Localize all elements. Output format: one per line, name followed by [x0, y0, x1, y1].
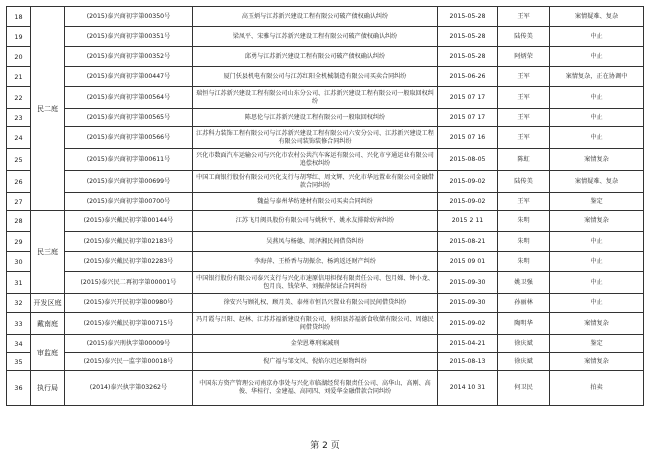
case-parties: 厦门仸县机电有限公司与江苏红阳全机械制造有限公司买卖合同纠纷 [193, 67, 438, 87]
table-row [7, 67, 644, 87]
case-number: (2015)泰兴商初字第00351号 [65, 27, 193, 47]
case-parties: 魏益与泰州华纺建材有限公司买卖合同纠纷 [193, 193, 438, 211]
filing-date: 2015 2 11 [438, 211, 498, 232]
case-number: (2015)泰兴开民初字第00980号 [65, 294, 193, 313]
case-number: (2015)泰兴商初字第00611号 [65, 149, 193, 171]
judge-name: 徐庆斌 [498, 353, 550, 371]
case-parties: 中国银行股份有限公司泰兴支行与兴化市速原信用担保有限责任公司、包月娣、钟小龙、包月良、钱荣华、刘振萍保证合同纠纷 [193, 272, 438, 294]
table-row [7, 353, 644, 371]
table-row [7, 272, 644, 294]
case-number: (2015)泰兴刑执字第00009号 [65, 335, 193, 353]
case-parties: 陈思伦与江苏新兴建设工程有限公司一般取回权纠纷 [193, 109, 438, 127]
case-parties: 兴化市数面汽车运输公司与兴化市农村公共汽车客运有限公司、兴化市亨通运业有限公司追偿权纠纷 [193, 149, 438, 171]
judge-name: 王军 [498, 193, 550, 211]
filing-date: 2015 07 16 [438, 127, 498, 149]
judge-name: 朱明 [498, 232, 550, 252]
table-row [7, 232, 644, 252]
row-number: 35 [7, 353, 31, 371]
judge-name: 王军 [498, 127, 550, 149]
page-number: 第 2 页 [310, 441, 340, 451]
case-parties: 江苏飞月阀具股份有限公司与姚秋平、姚永友排除妨害纠纷 [193, 211, 438, 232]
case-number: (2015)泰兴商初字第00565号 [65, 109, 193, 127]
extension-reason: 中止 [550, 109, 644, 127]
filing-date: 2015 09 01 [438, 252, 498, 272]
judge-name: 王军 [498, 109, 550, 127]
case-parties: 金荣恩尊刑案减刑 [193, 335, 438, 353]
case-number: (2015)泰兴商初字第00447号 [65, 67, 193, 87]
filing-date: 2015-06-26 [438, 67, 498, 87]
row-number: 30 [7, 252, 31, 272]
court-division: 执行局 [31, 371, 65, 406]
table-row [7, 193, 644, 211]
judge-name: 王军 [498, 67, 550, 87]
filing-date: 2015 07 17 [438, 87, 498, 109]
judge-name: 朱明 [498, 252, 550, 272]
case-number: (2015)泰兴民二再初字第00001号 [65, 272, 193, 294]
table-row [7, 109, 644, 127]
filing-date: 2015-09-02 [438, 171, 498, 193]
row-number: 19 [7, 27, 31, 47]
court-division: 民三庭 [31, 211, 65, 294]
case-parties: 吴燕凤与杨德、周泽湘民间借贷纠纷 [193, 232, 438, 252]
extension-reason: 鉴定 [550, 193, 644, 211]
table-row [7, 87, 644, 109]
judge-name: 徐庆斌 [498, 335, 550, 353]
judge-name: 陈虹 [498, 149, 550, 171]
case-number: (2015)泰兴商初字第00564号 [65, 87, 193, 109]
case-parties: 中国工商银行股份有限公司兴化支行与胡琴红、周文辉、兴化市华远置业有限公司金融借款合同纠纷 [193, 171, 438, 193]
extension-reason: 案情疑难、复杂 [550, 171, 644, 193]
case-parties: 瑞恒与江苏新兴建设工程有限公司山东分公司、江苏新兴建设工程有限公司一般取回权纠纷 [193, 87, 438, 109]
judge-name: 陆传美 [498, 27, 550, 47]
table-row [7, 371, 644, 406]
extension-reason: 中止 [550, 232, 644, 252]
court-division: 民二庭 [31, 7, 65, 211]
case-parties: 高玉炳与江苏新兴建设工程有限公司破产债权确认纠纷 [193, 7, 438, 27]
table-row [7, 7, 644, 27]
extension-reason: 中止 [550, 272, 644, 294]
case-number: (2014)泰兴执字第03262号 [65, 371, 193, 406]
extension-reason: 中止 [550, 47, 644, 67]
judge-name: 陶明华 [498, 313, 550, 335]
case-number: (2015)泰兴商初字第00352号 [65, 47, 193, 67]
table-row [7, 211, 644, 232]
extension-reason: 案情复杂 [550, 211, 644, 232]
extension-reason: 中止 [550, 27, 644, 47]
case-number: (2015)泰兴戴民初字第02183号 [65, 232, 193, 252]
case-number: (2015)泰兴商初字第00566号 [65, 127, 193, 149]
table-row [7, 27, 644, 47]
extension-reason: 案情复杂 [550, 149, 644, 171]
case-parties: 徐安兴与顾礼权、顾月美、泰州市恒昌兴置业有限公司民间借贷纠纷 [193, 294, 438, 313]
row-number: 23 [7, 109, 31, 127]
judge-name: 王军 [498, 7, 550, 27]
case-parties: 邱勇与江苏新兴建设工程有限公司破产债权确认纠纷 [193, 47, 438, 67]
judge-name: 阿炳荣 [498, 47, 550, 67]
filing-date: 2015-05-28 [438, 7, 498, 27]
filing-date: 2015-08-13 [438, 353, 498, 371]
judge-name: 姚卫强 [498, 272, 550, 294]
row-number: 21 [7, 67, 31, 87]
row-number: 29 [7, 232, 31, 252]
filing-date: 2015-05-28 [438, 27, 498, 47]
extension-reason: 中止 [550, 252, 644, 272]
row-number: 22 [7, 87, 31, 109]
extension-reason: 案情疑难、复杂 [550, 7, 644, 27]
table-row [7, 149, 644, 171]
extension-reason: 中止 [550, 127, 644, 149]
row-number: 28 [7, 211, 31, 232]
filing-date: 2015-08-21 [438, 232, 498, 252]
case-number: (2015)泰兴商初字第00700号 [65, 193, 193, 211]
case-parties: 李海萍、王桥香与胡振余、杨鸿返还财产纠纷 [193, 252, 438, 272]
case-parties: 冯月霞与吕阳、赵林、江苏苏福新建设有限公司、射阳县苏福新食收储有限公司、周德民间借贷纠纷 [193, 313, 438, 335]
judge-name: 陆传美 [498, 171, 550, 193]
extension-reason: 拍卖 [550, 371, 644, 406]
filing-date: 2015 07 17 [438, 109, 498, 127]
case-number: (2015)泰兴商初字第00699号 [65, 171, 193, 193]
court-division: 审监庭 [31, 335, 65, 371]
filing-date: 2015-09-02 [438, 193, 498, 211]
filing-date: 2015-09-30 [438, 272, 498, 294]
case-parties: 倪广福与邹文风、倪焰尔迟还原物纠纷 [193, 353, 438, 371]
filing-date: 2015-05-28 [438, 47, 498, 67]
extension-reason: 案情复杂 [550, 313, 644, 335]
row-number: 32 [7, 294, 31, 313]
case-parties: 江苏科力装饰工程有限公司与江苏新兴建设工程有限公司六安分公司、江苏新兴建设工程有限公司装饰装修合同纠纷 [193, 127, 438, 149]
table-row [7, 335, 644, 353]
extension-reason: 中止 [550, 294, 644, 313]
row-number: 26 [7, 171, 31, 193]
court-division: 开发区庭 [31, 294, 65, 313]
row-number: 34 [7, 335, 31, 353]
row-number: 33 [7, 313, 31, 335]
case-number: (2015)泰兴戴民初字第02283号 [65, 252, 193, 272]
table-row [7, 171, 644, 193]
table-row [7, 47, 644, 67]
judge-name: 孙丽林 [498, 294, 550, 313]
filing-date: 2015-09-30 [438, 294, 498, 313]
judge-name: 朱明 [498, 211, 550, 232]
court-division: 戴南庭 [31, 313, 65, 335]
judge-name: 何卫民 [498, 371, 550, 406]
case-table [6, 6, 643, 406]
row-number: 31 [7, 272, 31, 294]
extension-reason: 案情复杂，正在协调中 [550, 67, 644, 87]
case-parties: 梁凤平、宋雅与江苏新兴建设工程有限公司破产债权确认纠纷 [193, 27, 438, 47]
case-number: (2015)泰兴戴民初字第00715号 [65, 313, 193, 335]
row-number: 36 [7, 371, 31, 406]
row-number: 27 [7, 193, 31, 211]
filing-date: 2014 10 31 [438, 371, 498, 406]
table-row [7, 294, 644, 313]
extension-reason: 鉴定 [550, 335, 644, 353]
table-row [7, 252, 644, 272]
extension-reason: 案情复杂 [550, 353, 644, 371]
row-number: 24 [7, 127, 31, 149]
row-number: 18 [7, 7, 31, 27]
case-number: (2015)泰兴民一监字第00018号 [65, 353, 193, 371]
filing-date: 2015-04-21 [438, 335, 498, 353]
row-number: 25 [7, 149, 31, 171]
case-number: (2015)泰兴商初字第00350号 [65, 7, 193, 27]
table-row [7, 313, 644, 335]
filing-date: 2015-08-05 [438, 149, 498, 171]
table-row [7, 127, 644, 149]
case-number: (2015)泰兴戴民初字第00144号 [65, 211, 193, 232]
filing-date: 2015-09-02 [438, 313, 498, 335]
judge-name: 王军 [498, 87, 550, 109]
case-parties: 中国东方资产管理公司南京办事处与兴化市临湖经贸有限责任公司、高华山、高刚、高俊、华桂行、金建福、高同四、刘爱华金融借款合同纠纷 [193, 371, 438, 406]
extension-reason: 中止 [550, 87, 644, 109]
row-number: 20 [7, 47, 31, 67]
